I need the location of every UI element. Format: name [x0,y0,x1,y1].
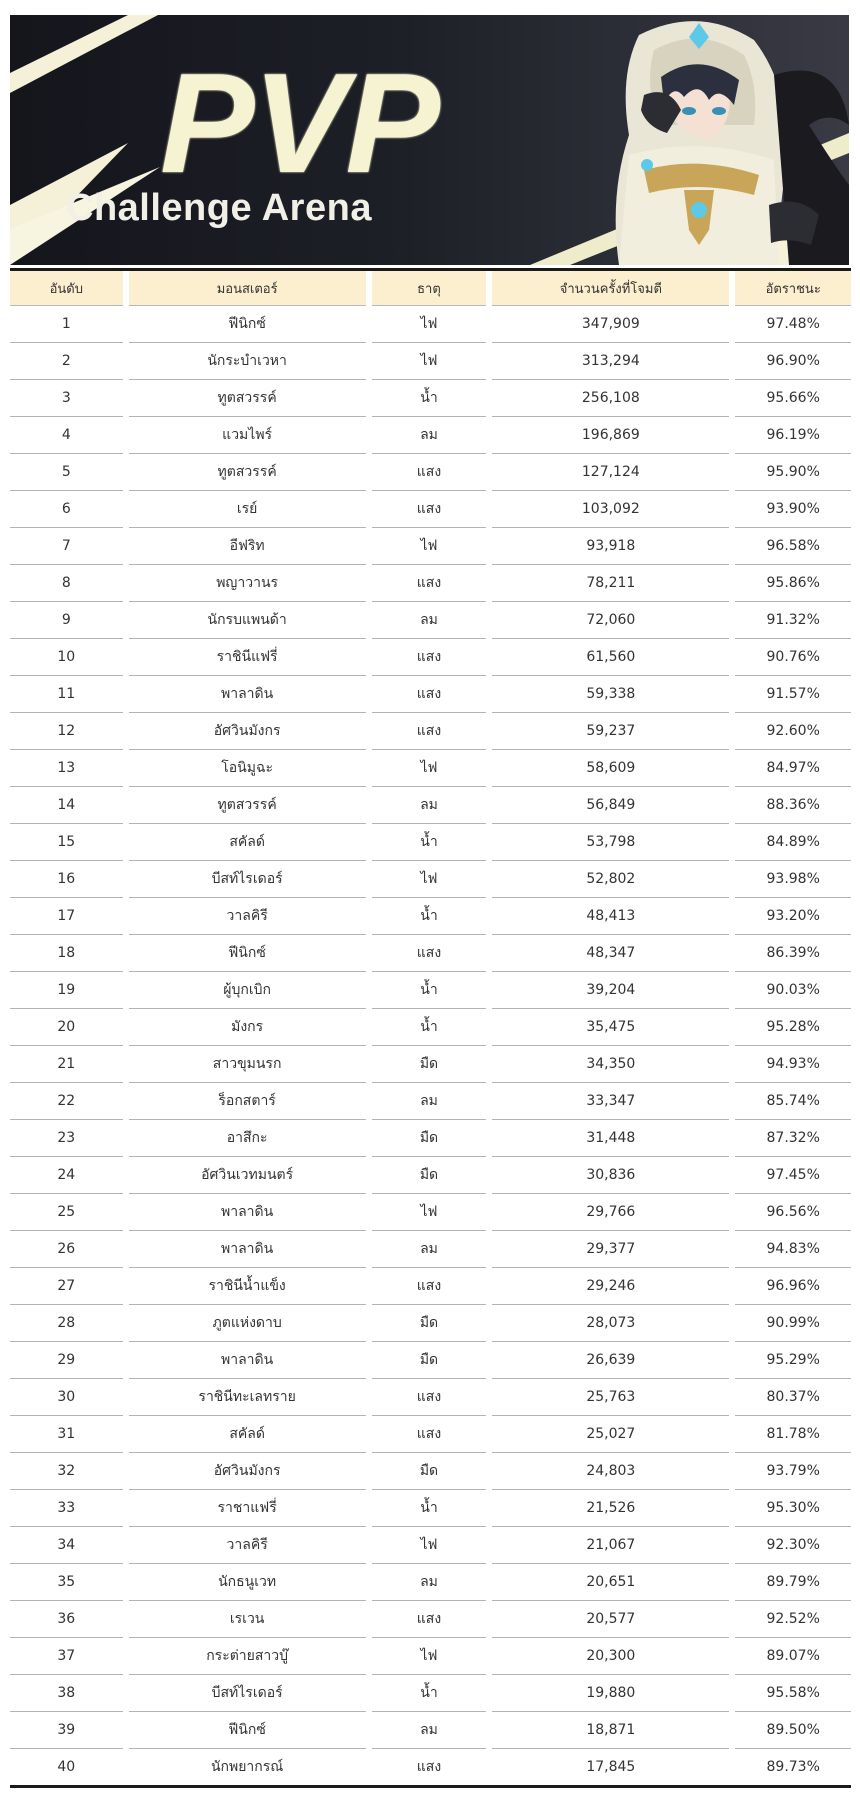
table-row [10,713,851,750]
cell-rank: 1 [10,306,123,343]
cell-win-rate: 94.83% [735,1231,851,1268]
banner-subtitle: Challenge Arena [66,187,372,229]
cell-win-rate: 92.30% [735,1527,851,1564]
cell-win-rate: 95.30% [735,1490,851,1527]
cell-element: มืด [372,1342,487,1379]
cell-element: มืด [372,1046,487,1083]
table-row [10,1638,851,1675]
cell-attack-count: 33,347 [492,1083,729,1120]
cell-element: ลม [372,1564,487,1601]
cell-monster: สาวขุมนรก [129,1046,366,1083]
cell-attack-count: 256,108 [492,380,729,417]
table-row [10,565,851,602]
cell-element: ไฟ [372,528,487,565]
cell-element: ไฟ [372,1527,487,1564]
cell-monster: ฟีนิกซ์ [129,306,366,343]
cell-monster: สคัลด์ [129,1416,366,1453]
cell-attack-count: 30,836 [492,1157,729,1194]
cell-win-rate: 92.52% [735,1601,851,1638]
cell-win-rate: 91.32% [735,602,851,639]
cell-monster: ราชินีน้ำแข็ง [129,1268,366,1305]
cell-attack-count: 19,880 [492,1675,729,1712]
cell-attack-count: 35,475 [492,1009,729,1046]
cell-monster: ราชินีแฟรี่ [129,639,366,676]
cell-rank: 33 [10,1490,123,1527]
cell-element: ลม [372,417,487,454]
cell-win-rate: 96.56% [735,1194,851,1231]
cell-element: ลม [372,602,487,639]
table-row [10,787,851,824]
cell-monster: ราชินีทะเลทราย [129,1379,366,1416]
cell-monster: พาลาดิน [129,1231,366,1268]
cell-attack-count: 21,067 [492,1527,729,1564]
cell-win-rate: 90.99% [735,1305,851,1342]
table-row [10,639,851,676]
cell-attack-count: 39,204 [492,972,729,1009]
cell-monster: ทูตสวรรค์ [129,787,366,824]
cell-win-rate: 97.48% [735,306,851,343]
cell-element: มืด [372,1120,487,1157]
cell-win-rate: 95.86% [735,565,851,602]
cell-win-rate: 89.50% [735,1712,851,1749]
cell-element: แสง [372,454,487,491]
cell-rank: 18 [10,935,123,972]
cell-rank: 40 [57,1759,76,1775]
hero-character-illustration [549,15,849,265]
table-row [10,898,851,935]
cell-monster: โอนิมูฉะ [129,750,366,787]
ranking-table [4,271,857,1785]
cell-rank: 13 [10,750,123,787]
table-row [10,1527,851,1564]
cell-monster: ผู้บุกเบิก [129,972,366,1009]
cell-attack-count: 61,560 [492,639,729,676]
cell-attack-count: 93,918 [492,528,729,565]
cell-element: แสง [416,1759,442,1775]
cell-win-rate: 84.97% [735,750,851,787]
table-row [10,1305,851,1342]
cell-monster: เรย์ [129,491,366,528]
table-row [10,1046,851,1083]
cell-monster: ทูตสวรรค์ [129,380,366,417]
cell-monster: นักพยากรณ์ [210,1759,284,1775]
cell-rank: 34 [10,1527,123,1564]
cell-win-rate: 95.58% [735,1675,851,1712]
cell-element: มืด [372,1305,487,1342]
cell-monster: วาลคิรี [129,898,366,935]
cell-rank: 24 [10,1157,123,1194]
cell-attack-count: 59,237 [492,713,729,750]
cell-attack-count: 18,871 [492,1712,729,1749]
cell-attack-count: 56,849 [492,787,729,824]
cell-element: แสง [372,1268,487,1305]
cell-attack-count: 48,347 [492,935,729,972]
cell-win-rate: 90.03% [735,972,851,1009]
cell-win-rate: 86.39% [735,935,851,972]
table-row [10,1231,851,1268]
cell-rank: 26 [10,1231,123,1268]
cell-win-rate: 89.79% [735,1564,851,1601]
table-row [10,1416,851,1453]
cell-win-rate: 91.57% [735,676,851,713]
cell-rank: 27 [10,1268,123,1305]
table-row [10,750,851,787]
table-row [10,1490,851,1527]
table-row [10,1342,851,1379]
cell-monster: อีฟริท [129,528,366,565]
cell-rank: 2 [10,343,123,380]
cell-rank: 8 [10,565,123,602]
table-row [10,454,851,491]
cell-monster: ภูตแห่งดาบ [129,1305,366,1342]
table-row [10,676,851,713]
cell-win-rate: 93.20% [735,898,851,935]
cell-monster: นักธนูเวท [129,1564,366,1601]
cell-monster: พาลาดิน [129,1342,366,1379]
pvp-ranking-table [10,268,851,1788]
cell-element: ไฟ [372,306,487,343]
cell-monster: วาลคิรี [129,1527,366,1564]
cell-attack-count: 59,338 [492,676,729,713]
cell-rank: 5 [10,454,123,491]
cell-monster: อัศวินมังกร [129,713,366,750]
table-row [10,1749,851,1785]
table-row [10,972,851,1009]
pvp-banner [10,15,849,265]
cell-element: แสง [372,565,487,602]
table-row [10,343,851,380]
cell-attack-count: 29,246 [492,1268,729,1305]
header-attack-count: จำนวนครั้งที่โจมตี [492,271,729,306]
cell-rank: 31 [10,1416,123,1453]
cell-element: แสง [372,676,487,713]
cell-monster: บีสท์ไรเดอร์ [129,1675,366,1712]
cell-rank: 12 [10,713,123,750]
cell-win-rate: 81.78% [735,1416,851,1453]
cell-rank: 29 [10,1342,123,1379]
cell-attack-count: 26,639 [492,1342,729,1379]
cell-attack-count: 196,869 [492,417,729,454]
header-win-rate: อัตราชนะ [735,271,851,306]
cell-element: ไฟ [372,1638,487,1675]
cell-monster: พาลาดิน [129,676,366,713]
cell-win-rate: 95.28% [735,1009,851,1046]
cell-element: น้ำ [372,1675,487,1712]
cell-win-rate: 96.19% [735,417,851,454]
cell-win-rate: 96.96% [735,1268,851,1305]
cell-rank: 10 [10,639,123,676]
cell-element: แสง [372,935,487,972]
cell-element: แสง [372,1379,487,1416]
cell-rank: 23 [10,1120,123,1157]
cell-attack-count: 72,060 [492,602,729,639]
cell-rank: 19 [10,972,123,1009]
cell-monster: นักรบแพนด้า [129,602,366,639]
table-row [10,306,851,343]
cell-element: น้ำ [372,824,487,861]
cell-win-rate: 90.76% [735,639,851,676]
table-row [10,1083,851,1120]
cell-element: ไฟ [372,1194,487,1231]
cell-win-rate: 96.90% [735,343,851,380]
cell-rank: 21 [10,1046,123,1083]
cell-element: น้ำ [372,898,487,935]
cell-element: แสง [372,713,487,750]
cell-attack-count: 20,651 [492,1564,729,1601]
table-row [10,1712,851,1749]
cell-monster: เรเวน [129,1601,366,1638]
cell-element: ไฟ [372,750,487,787]
cell-attack-count: 21,526 [492,1490,729,1527]
table-header-row [10,271,851,306]
cell-attack-count: 53,798 [492,824,729,861]
cell-element: น้ำ [372,380,487,417]
table-row [10,861,851,898]
cell-monster: ร็อกสตาร์ [129,1083,366,1120]
table-row [10,1194,851,1231]
cell-monster: ราชาแฟรี่ [129,1490,366,1527]
cell-attack-count: 17,845 [586,1759,636,1775]
cell-rank: 37 [10,1638,123,1675]
cell-win-rate: 89.07% [735,1638,851,1675]
table-row [10,1379,851,1416]
cell-win-rate: 85.74% [735,1083,851,1120]
cell-rank: 25 [10,1194,123,1231]
cell-attack-count: 28,073 [492,1305,729,1342]
table-row [10,491,851,528]
cell-attack-count: 347,909 [492,306,729,343]
cell-attack-count: 103,092 [492,491,729,528]
cell-attack-count: 20,577 [492,1601,729,1638]
cell-win-rate: 95.29% [735,1342,851,1379]
cell-attack-count: 313,294 [492,343,729,380]
table-row [10,1601,851,1638]
cell-rank: 15 [10,824,123,861]
cell-win-rate: 97.45% [735,1157,851,1194]
cell-rank: 28 [10,1305,123,1342]
cell-attack-count: 31,448 [492,1120,729,1157]
cell-rank: 3 [10,380,123,417]
table-row [10,1120,851,1157]
header-element: ธาตุ [372,271,487,306]
cell-win-rate: 95.66% [735,380,851,417]
table-row [10,1268,851,1305]
cell-attack-count: 29,766 [492,1194,729,1231]
table-row [10,1675,851,1712]
cell-win-rate: 93.90% [735,491,851,528]
cell-element: ลม [372,1083,487,1120]
cell-monster: อัศวินมังกร [129,1453,366,1490]
table-row [10,824,851,861]
cell-element: แสง [372,1601,487,1638]
cell-win-rate: 93.79% [735,1453,851,1490]
cell-rank: 20 [10,1009,123,1046]
cell-win-rate: 88.36% [735,787,851,824]
cell-win-rate: 87.32% [735,1120,851,1157]
cell-rank: 35 [10,1564,123,1601]
cell-monster: ฟีนิกซ์ [129,1712,366,1749]
cell-win-rate: 93.98% [735,861,851,898]
cell-attack-count: 25,027 [492,1416,729,1453]
cell-rank: 32 [10,1453,123,1490]
cell-element: แสง [372,1416,487,1453]
cell-attack-count: 29,377 [492,1231,729,1268]
cell-rank: 9 [10,602,123,639]
banner-title: PVP [160,44,439,203]
cell-attack-count: 34,350 [492,1046,729,1083]
cell-monster: บีสท์ไรเดอร์ [129,861,366,898]
cell-attack-count: 48,413 [492,898,729,935]
table-row [10,602,851,639]
cell-monster: แวมไพร์ [129,417,366,454]
table-row [10,935,851,972]
cell-attack-count: 24,803 [492,1453,729,1490]
cell-element: มืด [372,1157,487,1194]
cell-attack-count: 52,802 [492,861,729,898]
cell-monster: มังกร [129,1009,366,1046]
cell-element: ไฟ [372,343,487,380]
cell-attack-count: 58,609 [492,750,729,787]
cell-element: น้ำ [372,972,487,1009]
cell-monster: กระต่ายสาวบู๊ [129,1638,366,1675]
cell-element: แสง [372,639,487,676]
cell-monster: อาสึกะ [129,1120,366,1157]
table-row [10,528,851,565]
cell-attack-count: 25,763 [492,1379,729,1416]
cell-attack-count: 20,300 [492,1638,729,1675]
cell-monster: อัศวินเวทมนตร์ [129,1157,366,1194]
cell-element: ลม [372,1231,487,1268]
table-row [10,1564,851,1601]
header-monster: มอนสเตอร์ [129,271,366,306]
cell-element: ไฟ [372,861,487,898]
cell-rank: 11 [10,676,123,713]
table-row [10,1009,851,1046]
table-row [10,380,851,417]
cell-element: มืด [372,1453,487,1490]
cell-monster: ทูตสวรรค์ [129,454,366,491]
cell-win-rate: 89.73% [766,1759,820,1775]
cell-attack-count: 78,211 [492,565,729,602]
cell-win-rate: 96.58% [735,528,851,565]
cell-win-rate: 92.60% [735,713,851,750]
cell-rank: 4 [10,417,123,454]
cell-element: น้ำ [372,1009,487,1046]
cell-monster: ฟีนิกซ์ [129,935,366,972]
cell-rank: 39 [10,1712,123,1749]
cell-win-rate: 84.89% [735,824,851,861]
cell-element: น้ำ [372,1490,487,1527]
cell-rank: 17 [10,898,123,935]
cell-rank: 14 [10,787,123,824]
cell-monster: พาลาดิน [129,1194,366,1231]
cell-monster: สคัลด์ [129,824,366,861]
cell-element: ลม [372,787,487,824]
cell-win-rate: 94.93% [735,1046,851,1083]
cell-win-rate: 80.37% [735,1379,851,1416]
cell-win-rate: 95.90% [735,454,851,491]
cell-rank: 30 [10,1379,123,1416]
cell-rank: 16 [10,861,123,898]
cell-rank: 7 [10,528,123,565]
cell-rank: 6 [10,491,123,528]
table-row [10,417,851,454]
header-rank: อันดับ [10,271,123,306]
table-bottom-rule [10,1785,851,1788]
table-row [10,1157,851,1194]
cell-rank: 22 [10,1083,123,1120]
cell-element: แสง [372,491,487,528]
cell-monster: พญาวานร [129,565,366,602]
cell-rank: 36 [10,1601,123,1638]
table-row [10,1453,851,1490]
cell-attack-count: 127,124 [492,454,729,491]
cell-element: ลม [372,1712,487,1749]
cell-rank: 38 [10,1675,123,1712]
cell-monster: นักระบำเวหา [129,343,366,380]
